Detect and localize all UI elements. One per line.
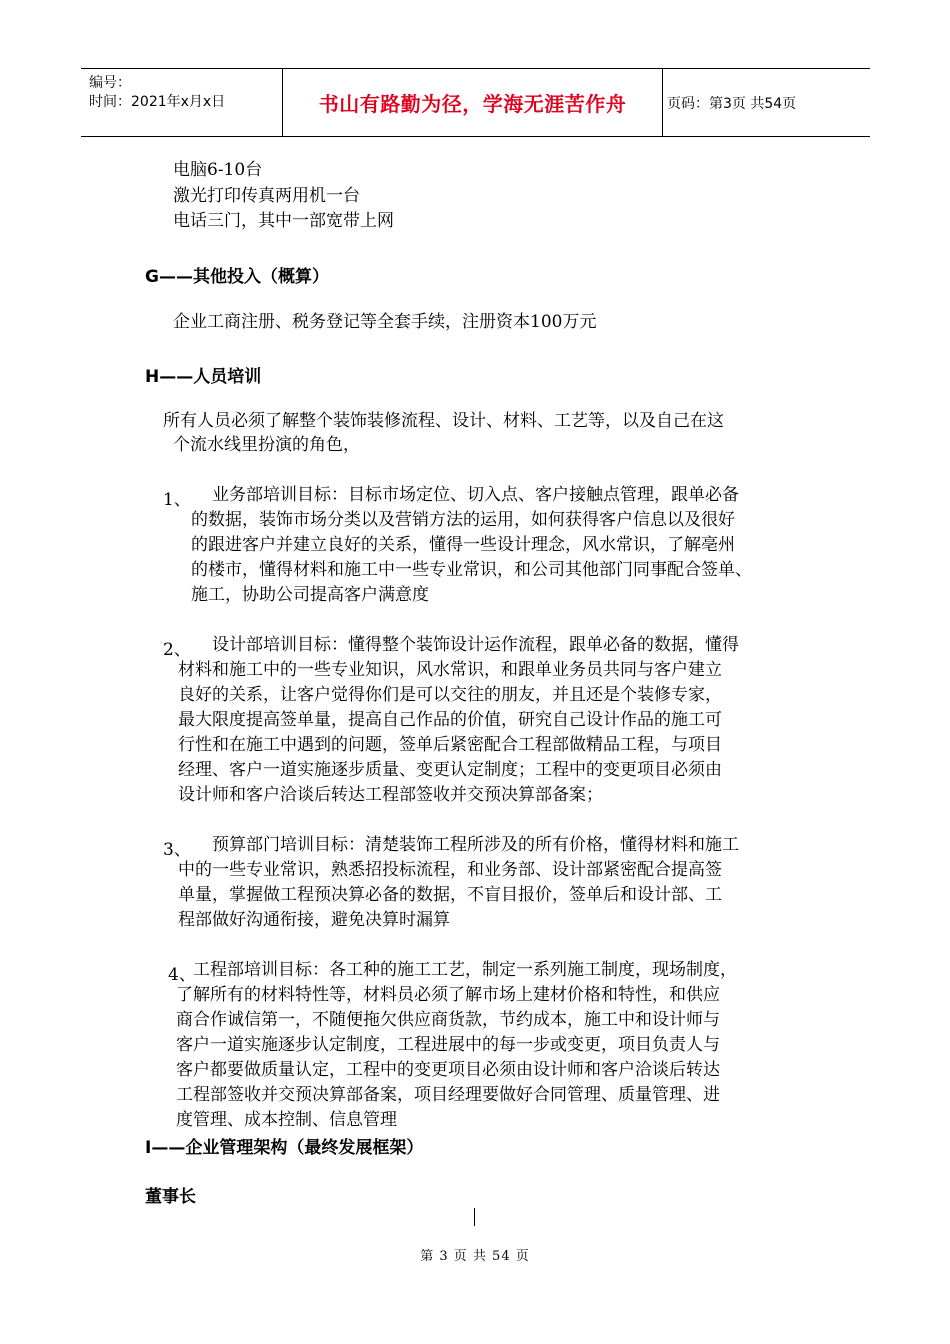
item-3-line-4: 程部做好沟通衔接，避免决算时漏算 bbox=[178, 910, 450, 930]
section-h-title: H——人员培训 bbox=[145, 367, 262, 387]
item-4-line-1: 工程部培训目标：各工种的施工工艺，制定一系列施工制度，现场制度， bbox=[193, 960, 737, 980]
equipment-line-2: 激光打印传真两用机一台 bbox=[173, 186, 360, 206]
item-3-line-2: 中的一些专业常识，熟悉招投标流程，和业务部、设计部紧密配合提高签 bbox=[178, 860, 722, 880]
item-2-line-2: 材料和施工中的一些专业知识，风水常识，和跟单业务员共同与客户建立 bbox=[178, 660, 722, 680]
item-2-line-6: 经理、客户一道实施逐步质量、变更认定制度；工程中的变更项目必须由 bbox=[178, 760, 722, 780]
item-4-line-2: 了解所有的材料特性等，材料员必须了解市场上建材价格和特性，和供应 bbox=[176, 985, 720, 1005]
section-i-title: I——企业管理架构（最终发展框架） bbox=[145, 1138, 424, 1158]
item-1-line-5: 施工，协助公司提高客户满意度 bbox=[191, 585, 429, 605]
date-label: 时间：2021年x月x日 bbox=[89, 94, 226, 110]
equipment-line-1: 电脑6-10台 bbox=[173, 160, 263, 180]
header-motto-cell bbox=[283, 69, 663, 136]
page-number-label: 页码：第3页 共54页 bbox=[667, 95, 797, 112]
page-footer: 第 3 页 共 54 页 bbox=[420, 1249, 530, 1264]
section-g-title: G——其他投入（概算） bbox=[145, 267, 329, 287]
item-2-line-5: 行性和在施工中遇到的问题，签单后紧密配合工程部做精品工程，与项目 bbox=[178, 735, 722, 755]
header-page-cell bbox=[663, 69, 870, 136]
item-1-number: 1、 bbox=[163, 490, 191, 510]
org-chart-connector bbox=[474, 1208, 475, 1226]
item-1-line-4: 的楼市，懂得材料和施工中一些专业常识，和公司其他部门同事配合签单、 bbox=[191, 560, 752, 580]
header-info-cell bbox=[81, 69, 283, 136]
section-h-intro-line-1: 所有人员必须了解整个装饰装修流程、设计、材料、工艺等，以及自己在这 bbox=[163, 411, 724, 431]
item-4-line-4: 客户一道实施逐步认定制度，工程进展中的每一步或变更，项目负责人与 bbox=[176, 1035, 720, 1055]
item-4-number: 4、 bbox=[168, 965, 196, 985]
item-3-line-3: 单量，掌握做工程预决算必备的数据，不盲目报价，签单后和设计部、工 bbox=[178, 885, 722, 905]
number-label: 编号： bbox=[89, 75, 131, 91]
item-4-line-5: 客户都要做质量认定，工程中的变更项目必须由设计师和客户洽谈后转达 bbox=[176, 1060, 720, 1080]
item-2-line-1: 设计部培训目标：懂得整个装饰设计运作流程，跟单必备的数据，懂得 bbox=[212, 635, 739, 655]
item-2-line-7: 设计师和客户洽谈后转达工程部签收并交预决算部备案； bbox=[178, 785, 603, 805]
item-1-line-1: 业务部培训目标：目标市场定位、切入点、客户接触点管理，跟单必备 bbox=[212, 485, 739, 505]
section-g-text: 企业工商注册、税务登记等全套手续，注册资本100万元 bbox=[173, 312, 597, 332]
item-1-line-2: 的数据，装饰市场分类以及营销方法的运用，如何获得客户信息以及很好 bbox=[191, 510, 735, 530]
item-3-number: 3、 bbox=[163, 840, 191, 860]
item-4-line-6: 工程部签收并交预决算部备案，项目经理要做好合同管理、质量管理、进 bbox=[176, 1085, 720, 1105]
item-4-line-3: 商合作诚信第一，不随便拖欠供应商货款，节约成本，施工中和设计师与 bbox=[176, 1010, 720, 1030]
chairman-label: 董事长 bbox=[145, 1187, 196, 1207]
item-1-line-3: 的跟进客户并建立良好的关系，懂得一些设计理念，风水常识，了解亳州 bbox=[191, 535, 735, 555]
equipment-line-3: 电话三门，其中一部宽带上网 bbox=[173, 211, 394, 231]
item-2-line-4: 最大限度提高签单量，提高自己作品的价值，研究自己设计作品的施工可 bbox=[178, 710, 722, 730]
item-3-line-1: 预算部门培训目标：清楚装饰工程所涉及的所有价格，懂得材料和施工 bbox=[212, 835, 739, 855]
page-header bbox=[81, 68, 870, 137]
item-4-line-7: 度管理、成本控制、信息管理 bbox=[176, 1110, 397, 1130]
item-2-line-3: 良好的关系，让客户觉得你们是可以交往的朋友，并且还是个装修专家， bbox=[178, 685, 722, 705]
section-h-intro-line-2: 个流水线里扮演的角色， bbox=[173, 435, 360, 455]
item-2-number: 2、 bbox=[163, 640, 191, 660]
motto-text: 书山有路勤为径，学海无涯苦作舟 bbox=[318, 92, 627, 116]
